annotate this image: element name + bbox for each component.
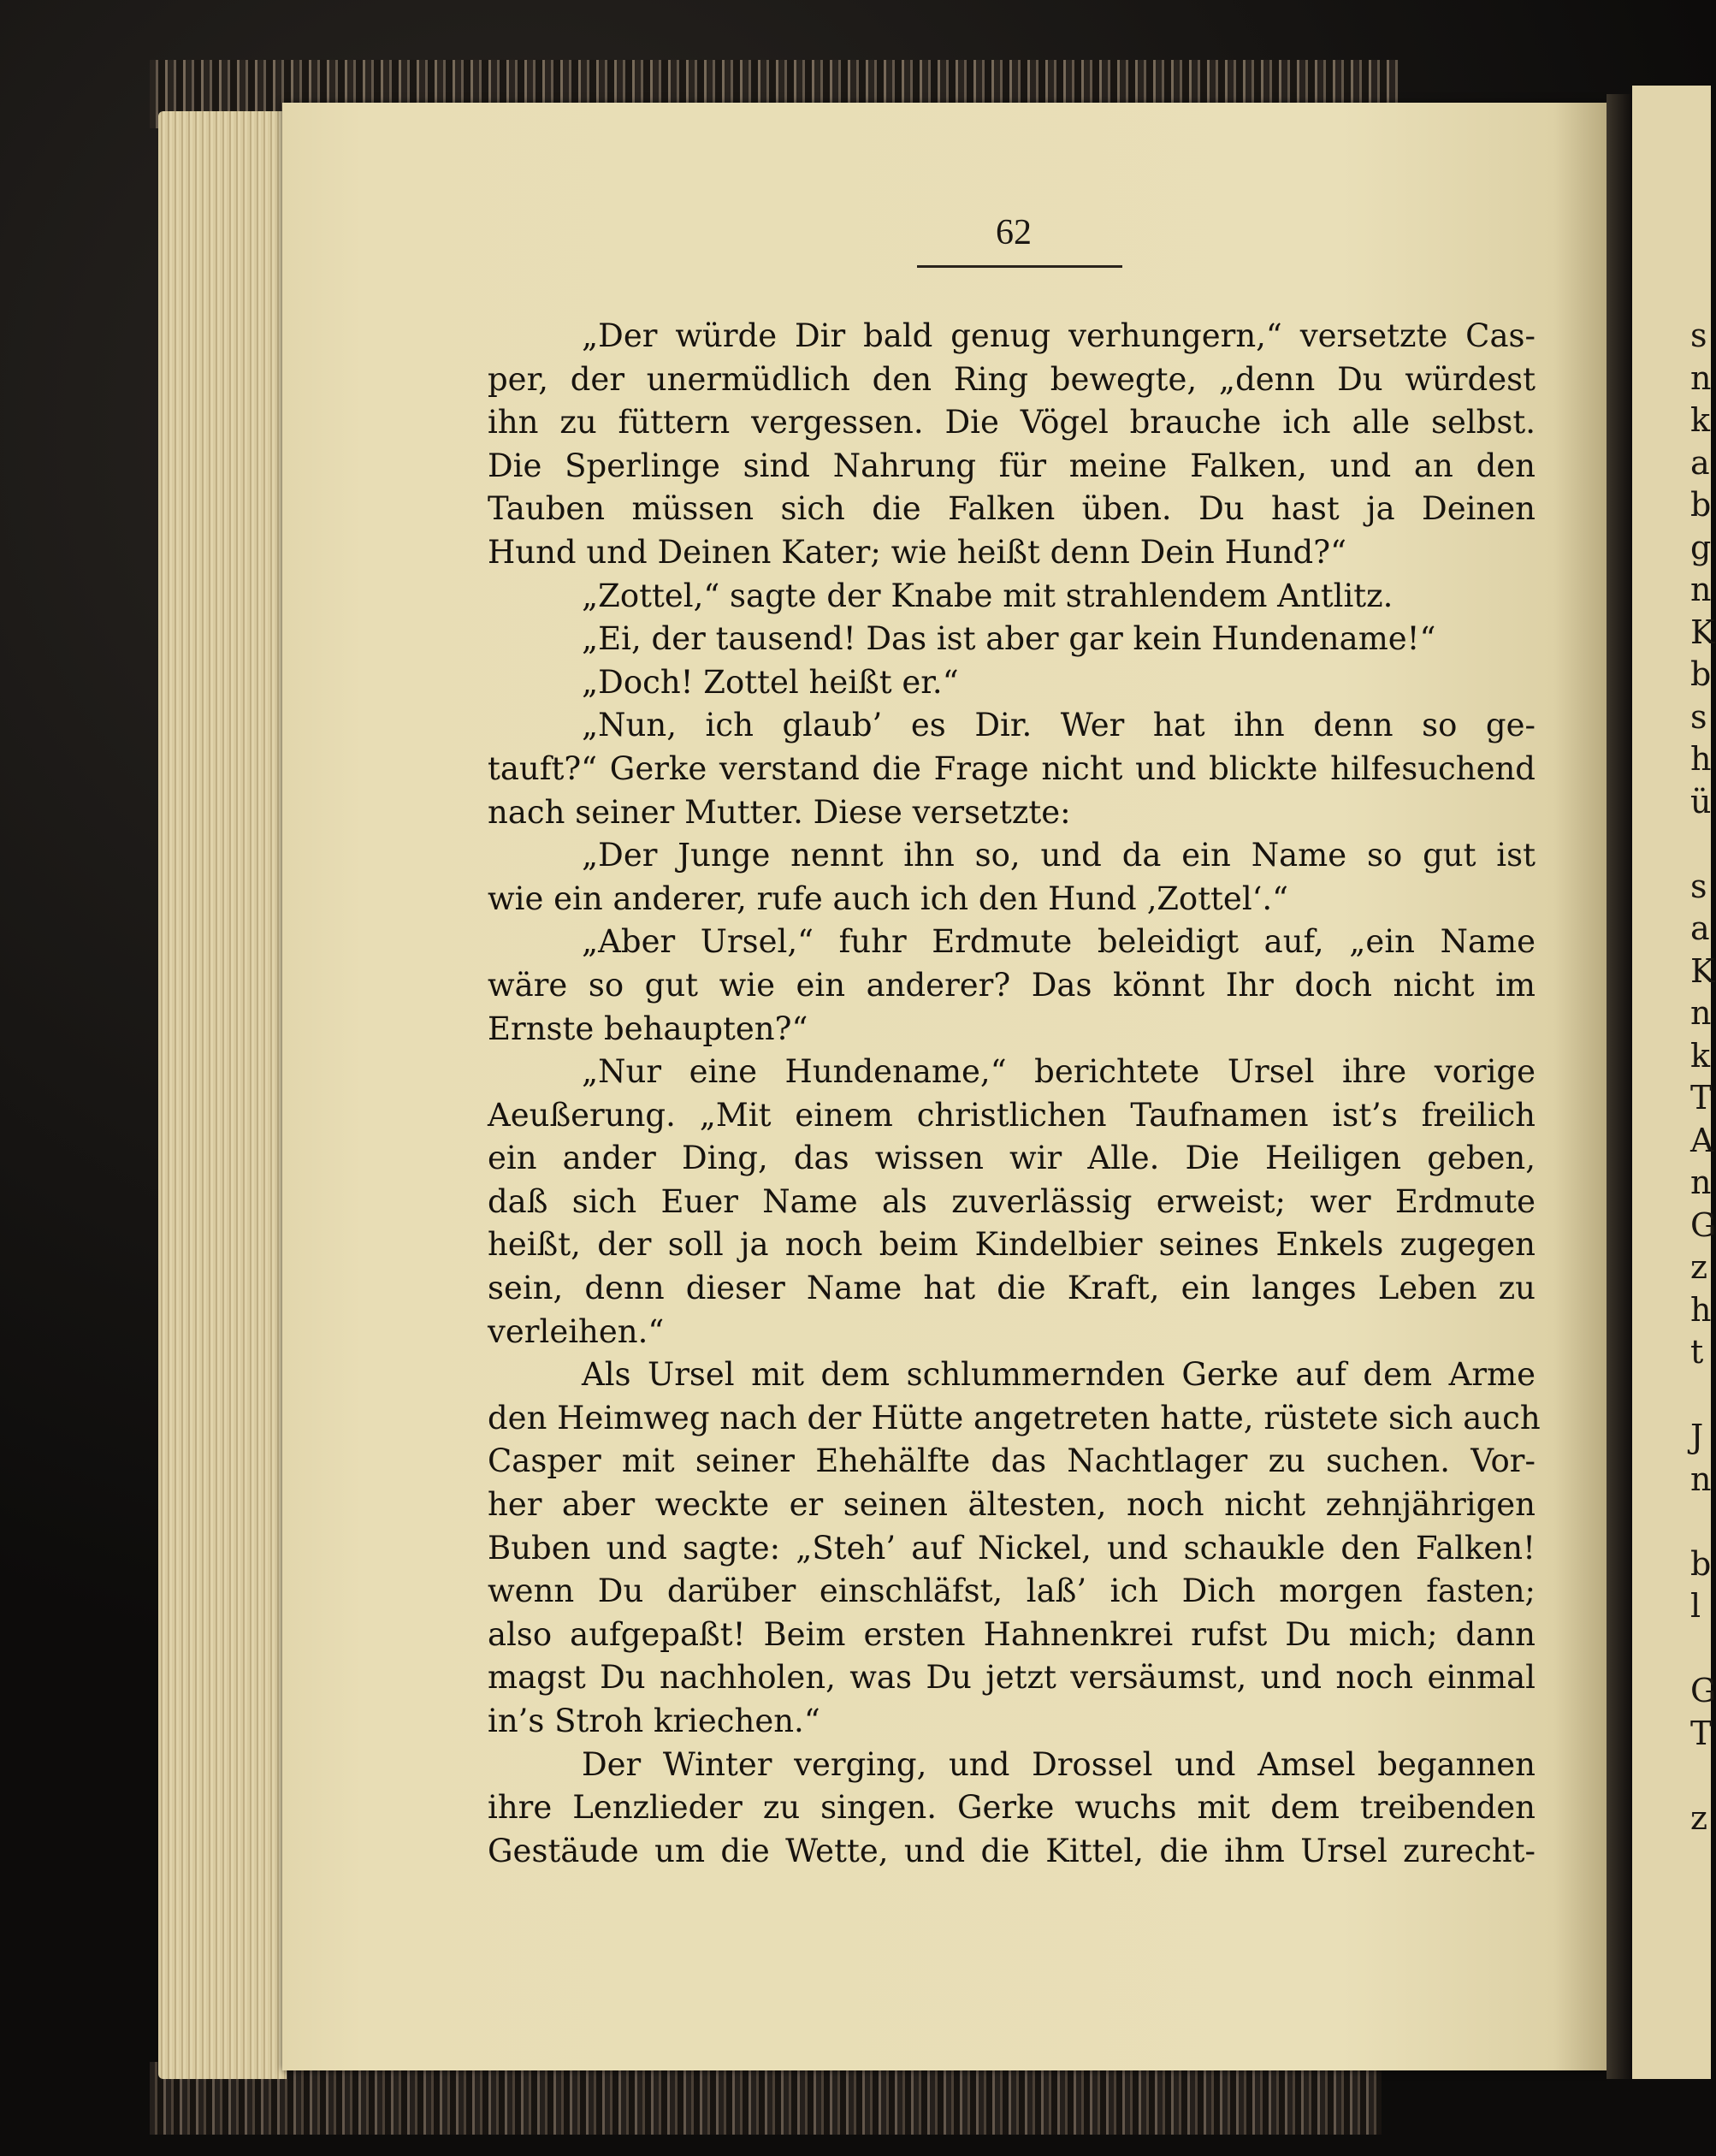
text-line: wäre so gut wie ein anderer? Das könnt Ihr doch nicht im [488, 966, 1536, 1004]
facing-page-fragment: K [1690, 951, 1715, 990]
facing-page-fragment: n [1690, 358, 1712, 397]
facing-page-fragment: h [1690, 1290, 1712, 1329]
facing-page-fragment: J [1690, 1418, 1704, 1455]
text-line: nach seiner Mutter. Diese versetzte: [488, 793, 1071, 831]
facing-page-fragment: s [1690, 867, 1707, 905]
page-number: 62 [996, 213, 1032, 252]
facing-page-fragment: s [1690, 697, 1707, 736]
facing-page-fragment: b [1690, 486, 1712, 524]
page-number-rule [917, 265, 1122, 268]
text-line: „Ei, der tausend! Das ist aber gar kein Hundename!“ [582, 620, 1436, 658]
facing-page-fragment: l [1690, 1587, 1701, 1625]
text-line: Aeußerung. „Mit einem christlichen Taufnamen ist’s freilich [488, 1096, 1536, 1134]
text-line: magst Du nachholen, was Du jetzt versäumst, und noch einmal [488, 1659, 1536, 1697]
text-line: per, der unermüdlich den Ring bewegte, „denn Du würdest [488, 360, 1536, 398]
body-text [488, 315, 1541, 1873]
text-line: ihre Lenzlieder zu singen. Gerke wuchs mit dem treibenden [488, 1789, 1536, 1827]
text-line: Tauben müssen sich die Falken üben. Du hast ja Deinen [488, 490, 1536, 528]
facing-page-fragment: k [1690, 401, 1711, 439]
facing-page-fragment: n [1690, 994, 1712, 1032]
facing-page-fragment: b [1690, 1544, 1712, 1583]
cover-edge-bottom [150, 2062, 1382, 2135]
text-line: Hund und Deinen Kater; wie heißt denn Dein Hund?“ [488, 533, 1346, 571]
text-line: den Heimweg nach der Hütte angetreten hatte, rüstete sich auch [488, 1399, 1541, 1436]
text-line: Die Sperlinge sind Nahrung für meine Falken, und an den [488, 447, 1536, 484]
text-line: Der Winter verging, und Drossel und Amsel begannen [582, 1745, 1536, 1783]
text-line: „Aber Ursel,“ fuhr Erdmute beleidigt auf, „ein Name [582, 923, 1536, 961]
text-line: in’s Stroh kriechen.“ [488, 1703, 820, 1739]
facing-page-fragment [1690, 1501, 1711, 1543]
facing-page-fragment: n [1690, 571, 1712, 608]
facing-page-text [1690, 315, 1716, 1839]
text-line: daß sich Euer Name als zuverlässig erweist; wer Erdmute [488, 1182, 1536, 1220]
facing-page-fragment: z [1690, 1248, 1708, 1286]
text-line: ein ander Ding, das wissen wir Alle. Die Heiligen geben, [488, 1140, 1536, 1177]
text-line: „Nur eine Hundename,“ berichtete Ursel ihre vorige [582, 1053, 1536, 1091]
text-line: also aufgepaßt! Beim ersten Hahnenkrei rufst Du mich; dann [488, 1615, 1536, 1653]
text-line: wenn Du darüber einschläfst, laß’ ich Dich morgen fasten; [488, 1573, 1536, 1610]
text-line: tauft?“ Gerke verstand die Frage nicht und blickte hilfesuchend [488, 749, 1536, 787]
facing-page-fragment: k [1690, 1036, 1711, 1075]
text-line: Als Ursel mit dem schlummernden Gerke auf dem Arme [582, 1356, 1536, 1394]
text-line: ihn zu füttern vergessen. Die Vögel brauche ich alle selbst. [488, 404, 1536, 441]
text-line: Ernste behaupten?“ [488, 1010, 808, 1047]
facing-page-fragment: t [1690, 1333, 1704, 1371]
facing-page-fragment: s [1690, 317, 1707, 354]
book-gutter [1607, 94, 1632, 2079]
facing-page-fragment: T [1690, 1079, 1713, 1116]
text-line: wie ein anderer, rufe auch ich den Hund ‚Zottel‘.“ [488, 880, 1289, 917]
facing-page-fragment: T [1690, 1714, 1713, 1752]
text-line: heißt, der soll ja noch beim Kindelbier seines Enkels zugegen [488, 1226, 1536, 1264]
text-line: „Nun, ich glaub’ es Dir. Wer hat ihn denn so ge- [582, 707, 1536, 744]
facing-page-fragment: a [1690, 443, 1710, 482]
facing-page-fragment [1690, 1374, 1711, 1417]
text-line: Buben und sagte: „Steh’ auf Nickel, und schaukle den Falken! [488, 1529, 1536, 1567]
facing-page-fragment: g [1690, 528, 1712, 566]
text-line: verleihen.“ [488, 1312, 665, 1350]
facing-page-fragment [1690, 823, 1711, 866]
facing-page-fragment: a [1690, 909, 1710, 947]
text-line: „Der Junge nennt ihn so, und da ein Name so gut ist [582, 837, 1536, 874]
facing-page-fragment [1690, 1755, 1711, 1798]
facing-page-fragment: ü [1690, 782, 1712, 820]
facing-page-fragment: G [1690, 1205, 1716, 1244]
text-line: her aber weckte er seinen ältesten, noch nicht zehnjährigen [488, 1486, 1536, 1524]
facing-page-fragment: G [1690, 1672, 1716, 1709]
text-line: Casper mit seiner Ehehälfte das Nachtlager zu suchen. Vor- [488, 1442, 1536, 1480]
text-line: „Zottel,“ sagte der Knabe mit strahlendem Antlitz. [582, 577, 1394, 614]
facing-page-fragment: K [1690, 613, 1715, 651]
facing-page-fragment: n [1690, 1460, 1712, 1498]
text-line: Gestäude um die Wette, und die Kittel, die ihm Ursel zurecht- [488, 1832, 1536, 1869]
text-line: sein, denn dieser Name hat die Kraft, ein langes Leben zu [488, 1270, 1536, 1307]
facing-page-fragment: b [1690, 655, 1712, 693]
facing-page-fragment: z [1690, 1798, 1708, 1837]
facing-page-fragment: A [1690, 1121, 1714, 1159]
facing-page-fragment: n [1690, 1164, 1712, 1201]
page-block-edges [158, 111, 287, 2079]
text-line: „Der würde Dir bald genug verhungern,“ versetzte Cas- [582, 317, 1536, 354]
facing-page-fragment [1690, 1628, 1711, 1671]
text-line: „Doch! Zottel heißt er.“ [582, 663, 959, 701]
facing-page-fragment: h [1690, 740, 1712, 778]
